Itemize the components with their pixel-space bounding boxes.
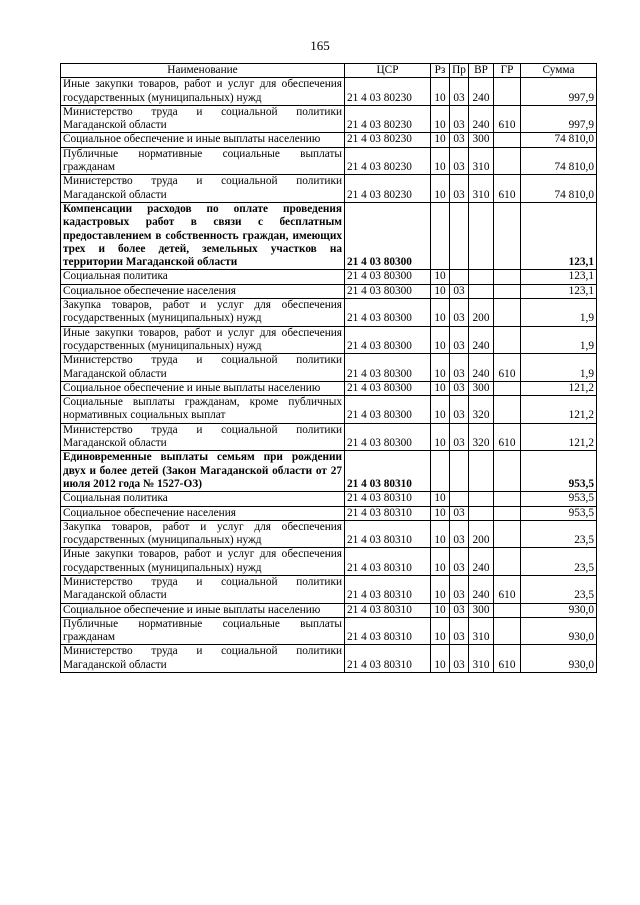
cell-gr: 610 [494, 423, 521, 451]
cell-vr: 310 [469, 645, 494, 673]
cell-sum: 121,2 [521, 396, 597, 424]
table-row [61, 575, 597, 603]
cell-rz: 10 [431, 617, 450, 645]
table-row [61, 175, 597, 203]
table-row [61, 354, 597, 382]
cell-name: Министерство труда и социальной политики Магаданской области [61, 354, 345, 382]
cell-sum: 997,9 [521, 105, 597, 133]
cell-gr [494, 617, 521, 645]
cell-vr [469, 202, 494, 269]
cell-name: Закупка товаров, работ и услуг для обеспечения государственных (муниципальных) нужд [61, 520, 345, 548]
table-row [61, 147, 597, 175]
cell-vr [469, 506, 494, 520]
cell-pr: 03 [450, 299, 469, 327]
table-row [61, 520, 597, 548]
cell-pr: 03 [450, 175, 469, 203]
cell-vr: 310 [469, 617, 494, 645]
cell-csr: 21 4 03 80310 [345, 603, 431, 617]
cell-pr: 03 [450, 381, 469, 395]
cell-vr: 300 [469, 133, 494, 147]
cell-name: Министерство труда и социальной политики Магаданской области [61, 575, 345, 603]
table-row [61, 492, 597, 506]
cell-gr [494, 381, 521, 395]
cell-name: Социальные выплаты гражданам, кроме публичных нормативных социальных выплат [61, 396, 345, 424]
cell-sum: 953,5 [521, 506, 597, 520]
table-row [61, 326, 597, 354]
cell-pr: 03 [450, 423, 469, 451]
cell-rz: 10 [431, 105, 450, 133]
cell-name: Единовременные выплаты семьям при рождении двух и более детей (Закон Магаданской области от 27 июля 2012 года № 1527-ОЗ) [61, 451, 345, 492]
table-header-row [61, 64, 597, 78]
cell-sum: 23,5 [521, 575, 597, 603]
cell-sum: 953,5 [521, 492, 597, 506]
cell-rz: 10 [431, 381, 450, 395]
cell-vr [469, 492, 494, 506]
cell-gr [494, 603, 521, 617]
cell-gr [494, 396, 521, 424]
table-row [61, 78, 597, 106]
cell-name: Иные закупки товаров, работ и услуг для обеспечения государственных (муниципальных) нужд [61, 548, 345, 576]
cell-rz: 10 [431, 645, 450, 673]
cell-pr: 03 [450, 105, 469, 133]
cell-vr: 240 [469, 548, 494, 576]
cell-csr: 21 4 03 80310 [345, 520, 431, 548]
cell-rz: 10 [431, 548, 450, 576]
cell-sum: 23,5 [521, 548, 597, 576]
table-row [61, 506, 597, 520]
cell-csr: 21 4 03 80300 [345, 202, 431, 269]
cell-name: Социальное обеспечение и иные выплаты населению [61, 381, 345, 395]
cell-name: Социальное обеспечение и иные выплаты населению [61, 133, 345, 147]
cell-csr: 21 4 03 80310 [345, 645, 431, 673]
cell-gr [494, 506, 521, 520]
cell-vr: 300 [469, 381, 494, 395]
table-row [61, 423, 597, 451]
cell-pr: 03 [450, 354, 469, 382]
cell-vr: 240 [469, 354, 494, 382]
cell-csr: 21 4 03 80310 [345, 506, 431, 520]
header-gr: ГР [494, 64, 521, 78]
cell-gr [494, 78, 521, 106]
cell-csr: 21 4 03 80300 [345, 270, 431, 284]
cell-vr: 240 [469, 326, 494, 354]
cell-vr: 200 [469, 299, 494, 327]
cell-name: Закупка товаров, работ и услуг для обеспечения государственных (муниципальных) нужд [61, 299, 345, 327]
cell-pr: 03 [450, 506, 469, 520]
cell-gr [494, 492, 521, 506]
header-name: Наименование [61, 64, 345, 78]
table-row [61, 284, 597, 298]
header-sum: Сумма [521, 64, 597, 78]
cell-name: Иные закупки товаров, работ и услуг для обеспечения государственных (муниципальных) нужд [61, 326, 345, 354]
header-rz: Рз [431, 64, 450, 78]
cell-pr: 03 [450, 617, 469, 645]
cell-csr: 21 4 03 80300 [345, 381, 431, 395]
cell-pr: 03 [450, 326, 469, 354]
cell-name: Публичные нормативные социальные выплаты гражданам [61, 147, 345, 175]
cell-csr: 21 4 03 80310 [345, 575, 431, 603]
cell-pr: 03 [450, 147, 469, 175]
cell-pr [450, 451, 469, 492]
cell-pr [450, 202, 469, 269]
cell-csr: 21 4 03 80310 [345, 617, 431, 645]
cell-rz: 10 [431, 354, 450, 382]
cell-name: Компенсации расходов по оплате проведения кадастровых работ в связи с бесплатным предоставлением в собственность граждан, имеющих трех и более детей, земельных участков на территории Магаданской области [61, 202, 345, 269]
cell-gr [494, 133, 521, 147]
cell-rz: 10 [431, 133, 450, 147]
cell-vr [469, 284, 494, 298]
cell-pr: 03 [450, 284, 469, 298]
cell-gr [494, 284, 521, 298]
cell-csr: 21 4 03 80230 [345, 133, 431, 147]
cell-gr [494, 326, 521, 354]
table-row [61, 133, 597, 147]
cell-pr: 03 [450, 133, 469, 147]
header-csr: ЦСР [345, 64, 431, 78]
cell-csr: 21 4 03 80300 [345, 299, 431, 327]
cell-name: Министерство труда и социальной политики Магаданской области [61, 105, 345, 133]
cell-vr: 300 [469, 603, 494, 617]
cell-pr [450, 270, 469, 284]
header-vr: ВР [469, 64, 494, 78]
cell-pr: 03 [450, 520, 469, 548]
cell-csr: 21 4 03 80310 [345, 451, 431, 492]
cell-rz: 10 [431, 603, 450, 617]
cell-gr: 610 [494, 105, 521, 133]
cell-csr: 21 4 03 80230 [345, 147, 431, 175]
cell-csr: 21 4 03 80310 [345, 548, 431, 576]
cell-csr: 21 4 03 80310 [345, 492, 431, 506]
cell-gr [494, 147, 521, 175]
cell-name: Министерство труда и социальной политики Магаданской области [61, 175, 345, 203]
cell-sum: 74 810,0 [521, 133, 597, 147]
cell-name: Министерство труда и социальной политики Магаданской области [61, 423, 345, 451]
cell-sum: 123,1 [521, 202, 597, 269]
cell-vr: 240 [469, 78, 494, 106]
page-number: 165 [310, 38, 330, 53]
cell-sum: 121,2 [521, 423, 597, 451]
table-row [61, 645, 597, 673]
cell-name: Министерство труда и социальной политики Магаданской области [61, 645, 345, 673]
cell-name: Социальное обеспечение населения [61, 506, 345, 520]
cell-csr: 21 4 03 80300 [345, 396, 431, 424]
table-row [61, 617, 597, 645]
cell-rz [431, 202, 450, 269]
table-row [61, 381, 597, 395]
table-row [61, 451, 597, 492]
cell-rz: 10 [431, 326, 450, 354]
cell-vr: 240 [469, 105, 494, 133]
cell-sum: 23,5 [521, 520, 597, 548]
cell-name: Публичные нормативные социальные выплаты гражданам [61, 617, 345, 645]
cell-rz [431, 451, 450, 492]
cell-rz: 10 [431, 423, 450, 451]
cell-rz: 10 [431, 492, 450, 506]
cell-rz: 10 [431, 175, 450, 203]
cell-sum: 997,9 [521, 78, 597, 106]
cell-vr [469, 270, 494, 284]
cell-gr [494, 270, 521, 284]
cell-pr [450, 492, 469, 506]
cell-sum: 74 810,0 [521, 175, 597, 203]
cell-rz: 10 [431, 396, 450, 424]
cell-vr: 200 [469, 520, 494, 548]
cell-name: Социальное обеспечение и иные выплаты населению [61, 603, 345, 617]
cell-rz: 10 [431, 575, 450, 603]
cell-name: Социальная политика [61, 492, 345, 506]
table-row [61, 548, 597, 576]
cell-sum: 74 810,0 [521, 147, 597, 175]
cell-sum: 123,1 [521, 270, 597, 284]
cell-csr: 21 4 03 80230 [345, 175, 431, 203]
cell-pr: 03 [450, 548, 469, 576]
cell-vr [469, 451, 494, 492]
cell-vr: 240 [469, 575, 494, 603]
cell-gr [494, 451, 521, 492]
table-body [61, 78, 597, 673]
cell-gr: 610 [494, 175, 521, 203]
cell-rz: 10 [431, 520, 450, 548]
cell-vr: 310 [469, 175, 494, 203]
cell-csr: 21 4 03 80300 [345, 284, 431, 298]
cell-csr: 21 4 03 80300 [345, 326, 431, 354]
cell-csr: 21 4 03 80300 [345, 354, 431, 382]
cell-gr [494, 202, 521, 269]
cell-pr: 03 [450, 603, 469, 617]
cell-gr: 610 [494, 645, 521, 673]
cell-gr [494, 299, 521, 327]
cell-sum: 930,0 [521, 603, 597, 617]
cell-rz: 10 [431, 506, 450, 520]
table-row [61, 396, 597, 424]
cell-vr: 320 [469, 423, 494, 451]
cell-sum: 930,0 [521, 645, 597, 673]
cell-csr: 21 4 03 80230 [345, 78, 431, 106]
cell-pr: 03 [450, 396, 469, 424]
budget-table [60, 63, 597, 673]
cell-sum: 1,9 [521, 354, 597, 382]
cell-rz: 10 [431, 284, 450, 298]
cell-gr: 610 [494, 575, 521, 603]
table-row [61, 202, 597, 269]
cell-vr: 320 [469, 396, 494, 424]
table-row [61, 105, 597, 133]
cell-sum: 1,9 [521, 299, 597, 327]
cell-pr: 03 [450, 575, 469, 603]
cell-rz: 10 [431, 78, 450, 106]
cell-sum: 930,0 [521, 617, 597, 645]
cell-gr [494, 520, 521, 548]
cell-pr: 03 [450, 645, 469, 673]
table-row [61, 603, 597, 617]
cell-gr [494, 548, 521, 576]
cell-rz: 10 [431, 147, 450, 175]
cell-csr: 21 4 03 80230 [345, 105, 431, 133]
cell-name: Социальное обеспечение населения [61, 284, 345, 298]
cell-rz: 10 [431, 270, 450, 284]
cell-pr: 03 [450, 78, 469, 106]
header-pr: Пр [450, 64, 469, 78]
cell-gr: 610 [494, 354, 521, 382]
cell-sum: 1,9 [521, 326, 597, 354]
cell-sum: 953,5 [521, 451, 597, 492]
cell-name: Социальная политика [61, 270, 345, 284]
cell-sum: 121,2 [521, 381, 597, 395]
cell-name: Иные закупки товаров, работ и услуг для обеспечения государственных (муниципальных) нужд [61, 78, 345, 106]
cell-sum: 123,1 [521, 284, 597, 298]
cell-csr: 21 4 03 80300 [345, 423, 431, 451]
cell-vr: 310 [469, 147, 494, 175]
table-row [61, 299, 597, 327]
table-row [61, 270, 597, 284]
cell-rz: 10 [431, 299, 450, 327]
